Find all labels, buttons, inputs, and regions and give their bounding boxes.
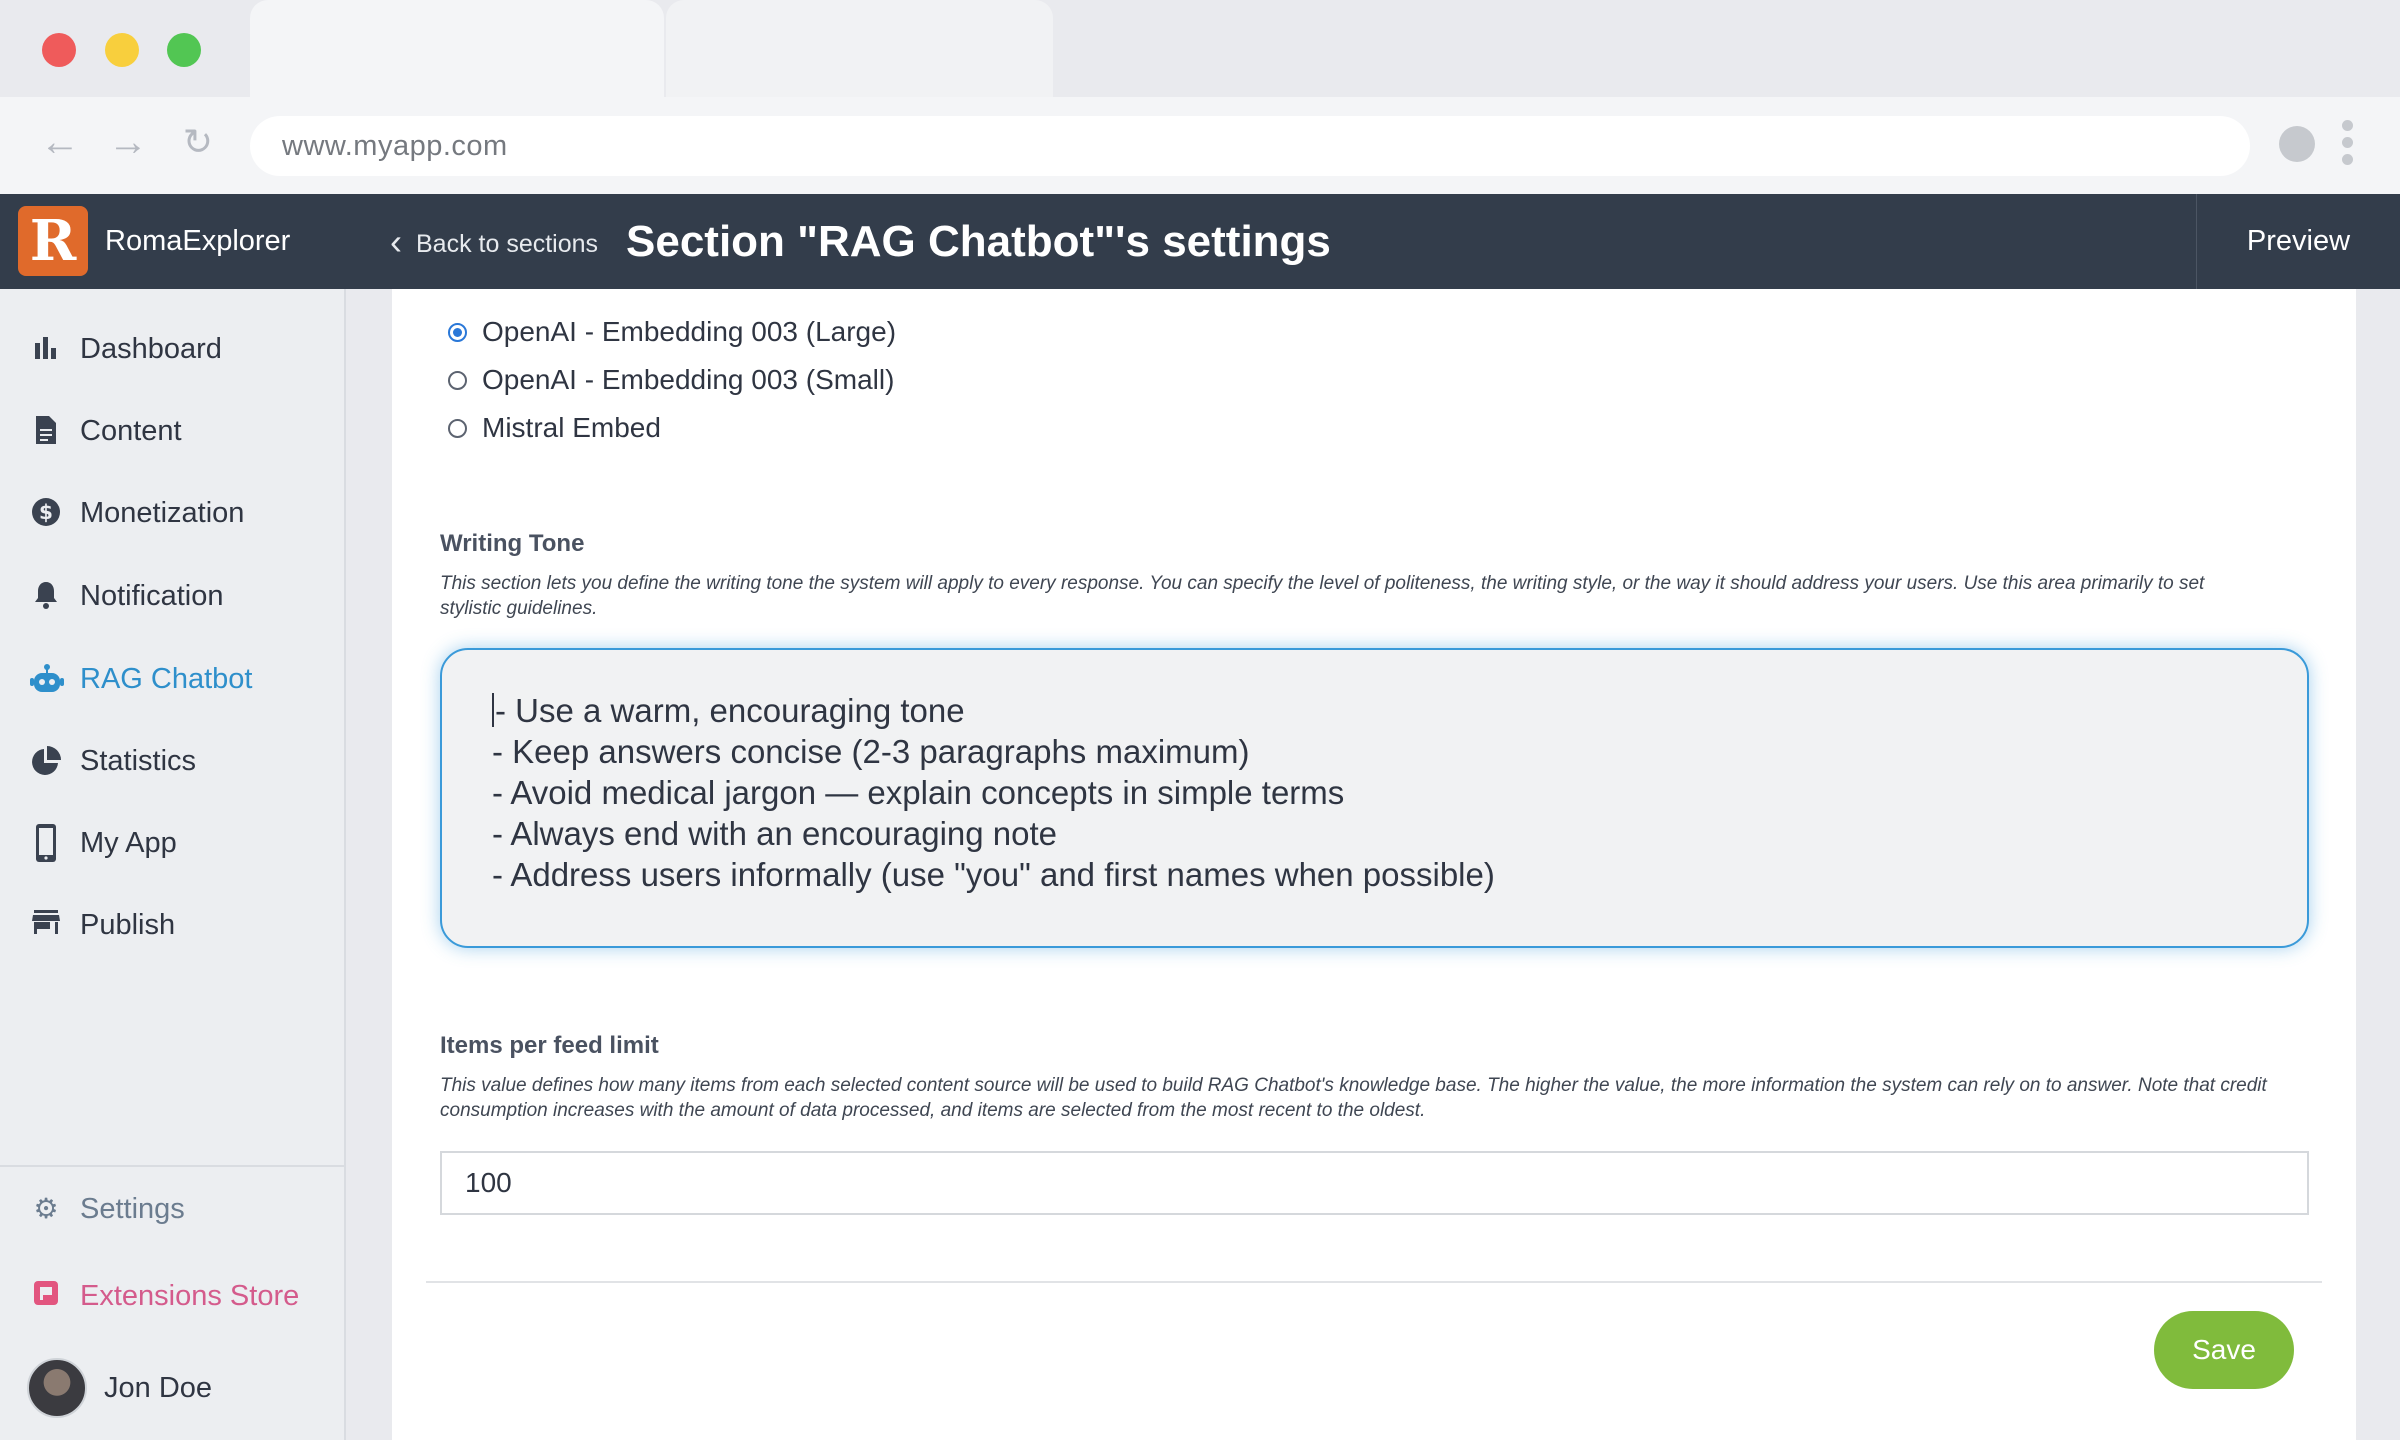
sidebar-item-monetization[interactable] — [0, 483, 344, 543]
sidebar — [0, 289, 346, 1440]
tone-line: - Keep answers concise (2-3 paragraphs maximum) — [492, 733, 1250, 770]
extensions-icon — [30, 1280, 62, 1312]
sidebar-item-label: Content — [80, 415, 182, 447]
chevron-left-icon: ‹ — [390, 221, 402, 262]
preview-button[interactable]: Preview — [2196, 194, 2400, 289]
app-name: RomaExplorer — [105, 225, 291, 257]
sidebar-item-dashboard[interactable] — [0, 319, 344, 379]
tone-line: - Address users informally (use "you" and first names when possible) — [492, 856, 1495, 893]
url-bar[interactable]: www.myapp.com — [250, 116, 2250, 176]
browser-tab-active[interactable] — [250, 0, 664, 97]
kebab-menu-icon[interactable] — [2342, 120, 2354, 170]
sidebar-item-label: Settings — [80, 1193, 185, 1225]
sidebar-divider — [0, 1165, 344, 1167]
back-to-sections-link[interactable] — [390, 194, 598, 289]
profile-icon[interactable] — [2279, 126, 2315, 162]
tone-line: - Use a warm, encouraging tone — [495, 692, 965, 729]
sidebar-item-label: Statistics — [80, 745, 197, 777]
bar-chart-icon — [30, 333, 62, 365]
avatar[interactable] — [27, 1358, 87, 1418]
reload-icon[interactable]: ↻ — [182, 121, 214, 162]
phone-icon — [30, 827, 62, 859]
embedding-option-label: OpenAI - Embedding 003 (Large) — [482, 316, 897, 347]
sidebar-item-label: Dashboard — [80, 333, 222, 365]
divider — [426, 1281, 2322, 1283]
window-maximize-button[interactable] — [167, 33, 201, 67]
tone-line: - Avoid medical jargon — explain concepts in simple terms — [492, 774, 1345, 811]
sidebar-item-label: Monetization — [80, 497, 245, 529]
user-name[interactable]: Jon Doe — [104, 1372, 213, 1404]
sidebar-item-extensions-store[interactable] — [0, 1266, 344, 1326]
gear-icon: ⚙ — [33, 1193, 59, 1224]
feed-limit-help: This value defines how many items from each selected content source will be used to build RAG Chatbot's knowledge base. The higher the value, the more information the system can rely on to answer. Note that credit consumption increases with the amount of data processed, and items are selected from the most recent to the oldest. — [440, 1075, 2267, 1121]
sidebar-item-label: RAG Chatbot — [80, 663, 253, 695]
sidebar-item-label: Extensions Store — [80, 1280, 300, 1312]
radio-button[interactable] — [448, 371, 467, 390]
sidebar-item-rag-chatbot[interactable] — [0, 649, 344, 709]
embedding-option-label: OpenAI - Embedding 003 (Small) — [482, 364, 895, 395]
writing-tone-help: This section lets you define the writing tone the system will apply to every response. You can specify the level of politeness, the writing style, or the way it should address your users. Use this area primarily to set stylistic guidelines. — [440, 573, 2205, 619]
arrow-left-icon[interactable]: ← — [40, 120, 80, 164]
window-minimize-button[interactable] — [105, 33, 139, 67]
writing-tone-title: Writing Tone — [440, 530, 585, 557]
sidebar-item-settings[interactable] — [0, 1179, 344, 1239]
radio-button[interactable] — [448, 419, 467, 438]
sidebar-item-statistics[interactable] — [0, 731, 344, 791]
sidebar-item-content[interactable] — [0, 401, 344, 461]
bell-icon — [30, 580, 62, 612]
feed-limit-title: Items per feed limit — [440, 1032, 659, 1059]
pie-chart-icon — [30, 745, 62, 777]
page-title: Section "RAG Chatbot"'s settings — [626, 217, 1331, 266]
window-close-button[interactable] — [42, 33, 76, 67]
browser-tab-inactive[interactable] — [666, 0, 1053, 97]
app-header — [0, 194, 2400, 289]
back-to-sections-label: Back to sections — [416, 230, 599, 258]
robot-icon — [30, 663, 62, 695]
dollar-icon — [30, 497, 62, 529]
sidebar-item-my-app[interactable] — [0, 813, 344, 873]
writing-tone-textarea[interactable] — [440, 648, 2309, 948]
arrow-right-icon[interactable]: → — [108, 120, 148, 164]
svg-text:$: $ — [39, 500, 53, 524]
save-button[interactable]: Save — [2154, 1311, 2294, 1389]
radio-button-selected[interactable] — [448, 323, 467, 342]
sidebar-item-publish[interactable] — [0, 895, 344, 955]
store-icon — [30, 909, 62, 941]
document-icon — [30, 415, 62, 447]
app-logo[interactable]: R — [18, 206, 88, 276]
sidebar-item-label: Publish — [80, 909, 176, 941]
sidebar-item-label: My App — [80, 827, 177, 859]
tone-line: - Always end with an encouraging note — [492, 815, 1058, 852]
sidebar-item-notification[interactable] — [0, 566, 344, 626]
embedding-option-label: Mistral Embed — [482, 412, 661, 443]
text-caret — [492, 693, 494, 727]
feed-limit-input[interactable]: 100 — [440, 1151, 2309, 1215]
sidebar-item-label: Notification — [80, 580, 224, 612]
